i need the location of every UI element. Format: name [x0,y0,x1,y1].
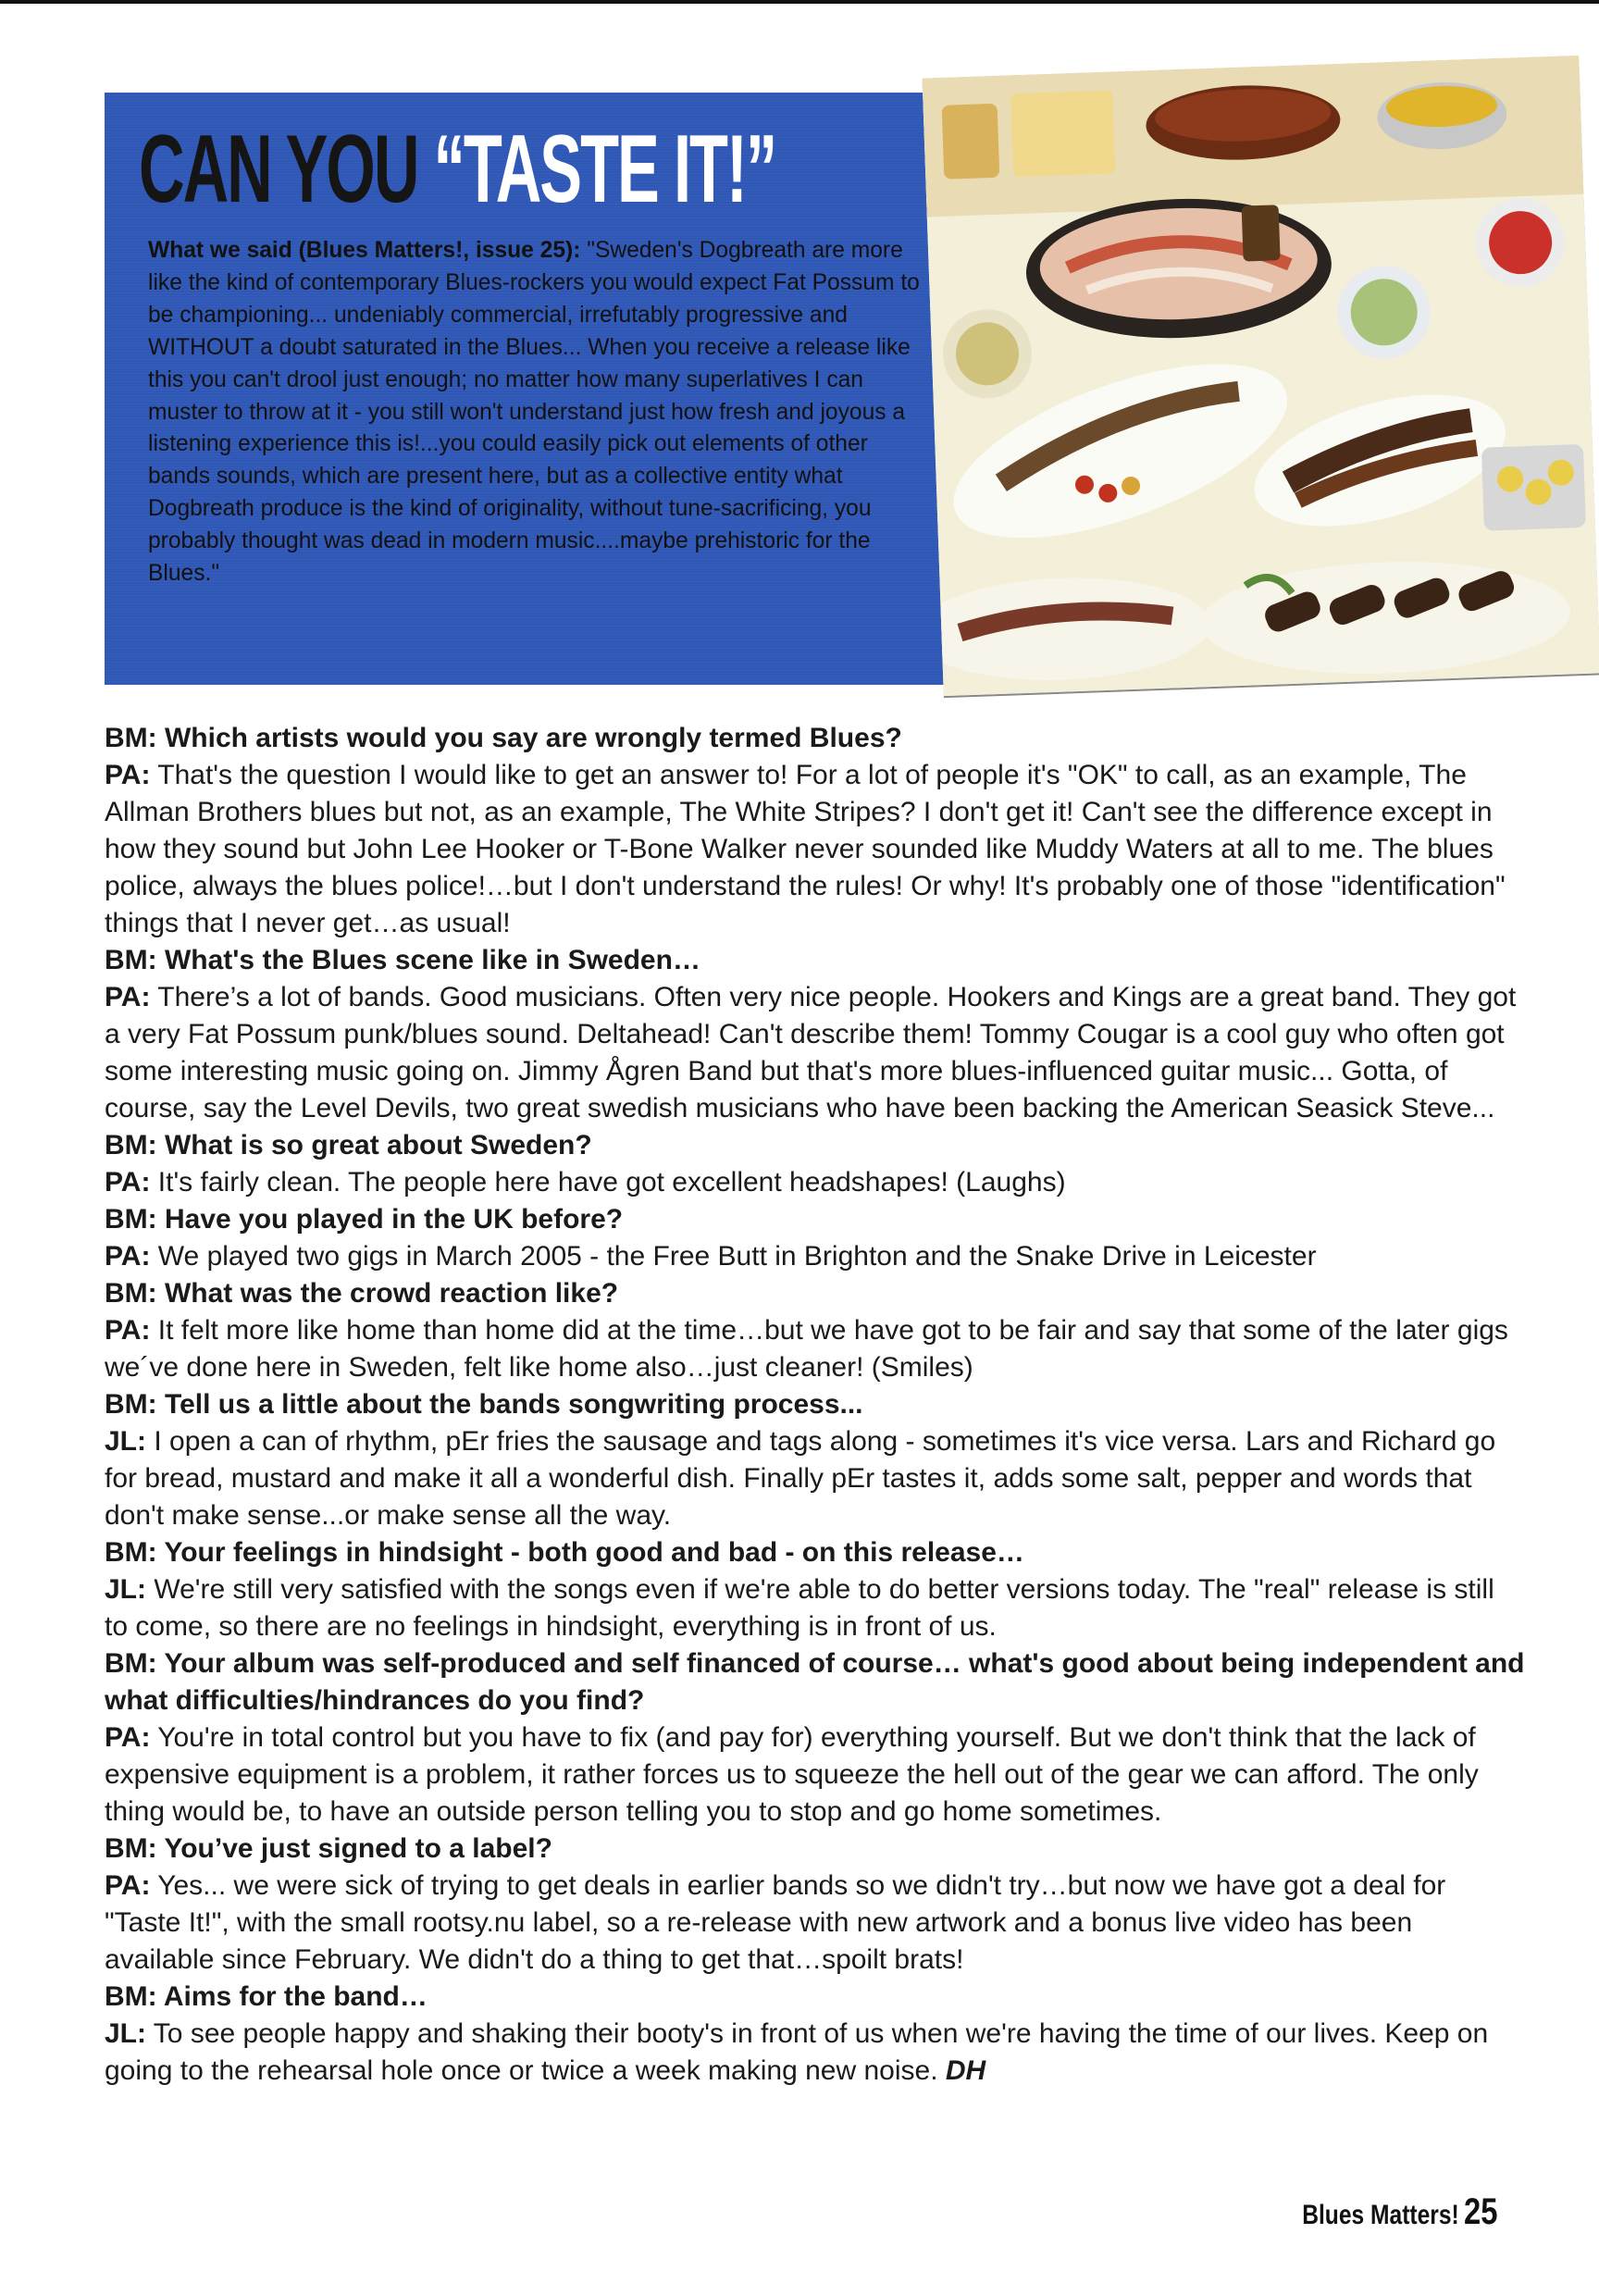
answer-text: You're in total control but you have to fix (and pay for) everything yourself. But we don't think that the lack of expensive equipment is a problem, it rather forces us to squeeze the hell out of the gear we can afford. The only thing would be, to have an outside person telling you to stop and go home sometimes. [105,1722,1479,1827]
answer-speaker: PA: [105,1870,151,1901]
food-photo-illustration [923,56,1599,696]
answer [105,1312,1525,1386]
answer-text: We played two gigs in March 2005 - the Free Butt in Brighton and the Snake Drive in Leicester [150,1241,1317,1272]
answer-text: That's the question I would like to get an answer to! For a lot of people it's "OK" to call, as an example, The Allman Brothers blues but not, as an example, The White Stripes? I don't get it! Can't see the difference except in how they sound but John Lee Hooker or T-Bone Walker never sounded like Muddy Waters at all to me. The blues police, always the blues police!…but I don't understand the rules! Or why! It's probably one of those "identification" things that I never get…as usual! [105,760,1506,938]
answer-speaker: PA: [105,1167,151,1198]
answer-text: Yes... we were sick of trying to get deals in earlier bands so we didn't try…but now we have got a deal for "Taste It!", with the small rootsy.nu label, so a re-release with new artwork and a bonus live video has been available since February. We didn't do a thing to get that…spoilt brats! [105,1870,1446,1975]
answer [105,1719,1525,1831]
answer-speaker: PA: [105,1241,151,1272]
answer-speaker: PA: [105,982,151,1012]
page-number: 25 [1463,2191,1497,2232]
page-footer [1268,2191,1505,2233]
answer-text: It's fairly clean. The people here have got excellent headshapes! (Laughs) [150,1167,1066,1198]
publication-name: Blues Matters! [1302,2200,1460,2230]
top-rule [0,0,1599,4]
answer [105,757,1525,942]
answer-text: It felt more like home than home did at the time…but we have got to be fair and say that some of the later gigs we´ve done here in Sweden, felt like home also…just cleaner! (Smiles) [105,1315,1508,1383]
author-signature: DH [945,2055,986,2086]
answer [105,979,1525,1127]
question: BM: Aims for the band… [105,1981,428,2012]
quote-lead: What we said (Blues Matters!, issue 25): [148,238,581,263]
food-platter-photo [923,56,1599,696]
answer [105,1238,1525,1275]
question: BM: You’ve just signed to a label? [105,1833,552,1864]
answer-speaker: PA: [105,1722,151,1753]
question: BM: Your feelings in hindsight - both good and bad - on this release… [105,1537,1024,1568]
answer [105,1571,1525,1645]
answer-speaker: PA: [105,1315,151,1346]
answer-text: To see people happy and shaking their booty's in front of us when we're having the time of our lives. Keep on going to the rehearsal hole once or twice a week making new noise. [105,2018,1489,2086]
answer-text: We're still very satisfied with the songs even if we're able to do better versions today. The "real" release is still to come, so there are no feelings in hindsight, everything is in front of us. [105,1574,1494,1642]
review-quote [148,235,921,590]
answer [105,1423,1525,1534]
answer [105,1868,1525,1979]
headline-part1: CAN YOU [139,116,418,223]
answer-text: I open a can of rhythm, pEr fries the sausage and tags along - sometimes it's vice versa. Lars and Richard go for bread, mustard and make it all a wonderful dish. Finally pEr tastes it, adds some salt, pepper and words that don't make sense...or make sense all the way. [105,1426,1496,1531]
question: BM: What was the crowd reaction like? [105,1278,619,1309]
question: BM: Tell us a little about the bands songwriting process... [105,1389,863,1420]
interview-body [105,720,1525,2090]
answer-speaker: JL: [105,1574,146,1605]
answer-speaker: JL: [105,1426,146,1457]
question: BM: Which artists would you say are wrongly termed Blues? [105,723,902,753]
quote-text: "Sweden's Dogbreath are more like the kind of contemporary Blues-rockers you would expect Fat Possum to be championing... undeniably commercial, irrefutably progressive and WITHOUT a doubt saturated in the Blues... When you receive a release like this you can't drool just enough; no matter how many superlatives I can muster to throw at it - you still won't understand just how fresh and joyous a listening experience this is!...you could easily pick out elements of other bands sounds, which are present here, but as a collective entity what Dogbreath produce is the kind of originality, without tune-sacrificing, you probably thought was dead in modern music....maybe prehistoric for the Blues." [148,238,920,587]
answer-speaker: JL: [105,2018,146,2049]
question: BM: What's the Blues scene like in Sweden… [105,945,700,975]
question: BM: Have you played in the UK before? [105,1204,624,1235]
answer-text: There’s a lot of bands. Good musicians. Often very nice people. Hookers and Kings are a great band. They got a very Fat Possum punk/blues sound. Deltahead! Can't describe them! Tommy Cougar is a cool guy who often got some interesting music going on. Jimmy Ågren Band but that's more blues-influenced guitar music... Gotta, of course, say the Level Devils, two great swedish musicians who have been backing the American Seasick Steve... [105,982,1517,1123]
headline-part2: “TASTE IT!” [433,116,776,223]
question: BM: What is so great about Sweden? [105,1130,592,1160]
answer-speaker: PA: [105,760,151,790]
headline [139,116,776,223]
answer [105,1164,1525,1201]
question: BM: Your album was self-produced and self financed of course… what's good about being independent and what difficulties/hindrances do you find? [105,1648,1525,1716]
answer [105,2016,1525,2090]
